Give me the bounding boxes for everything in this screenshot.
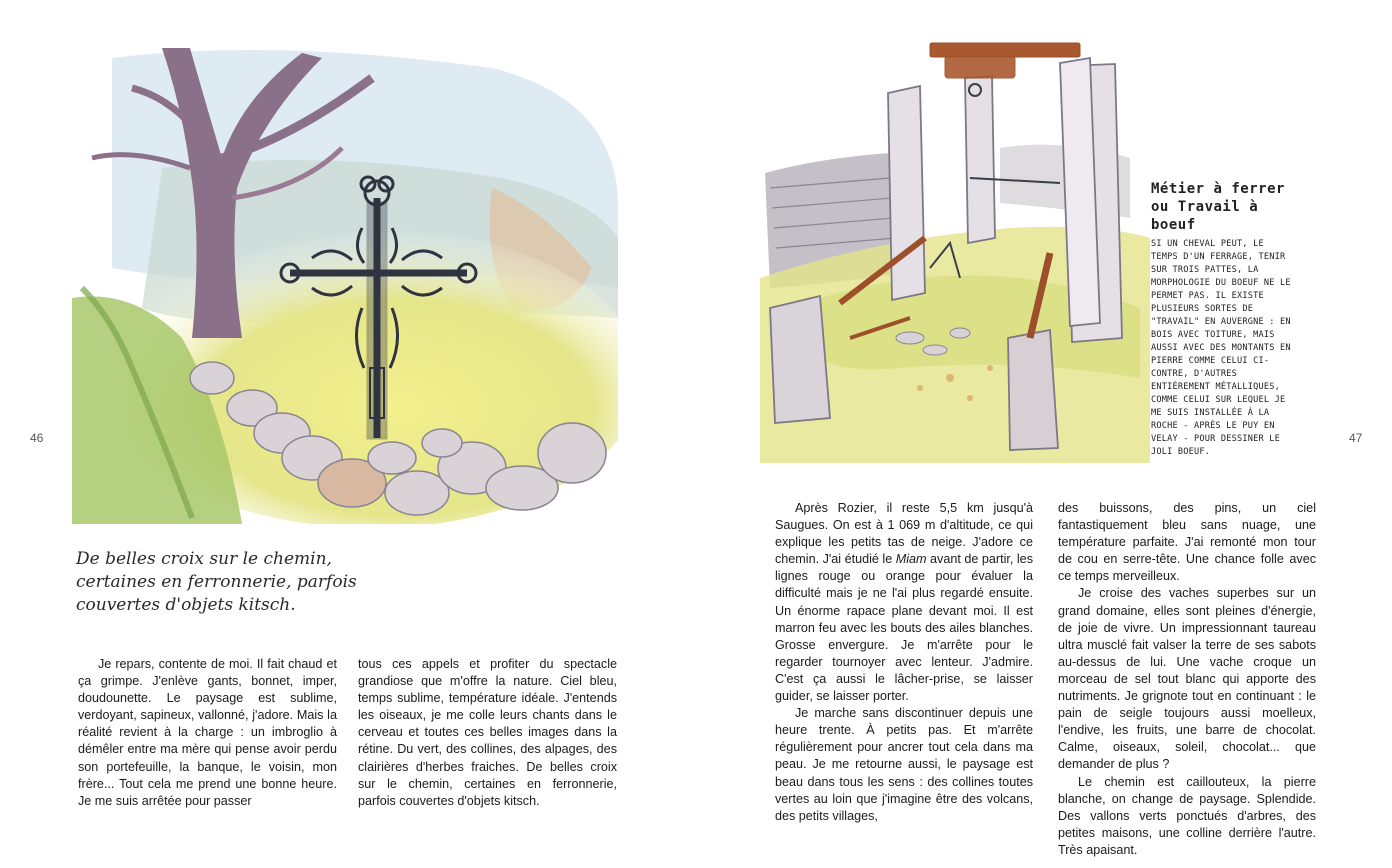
caption-line: couvertes d'objets kitsch. bbox=[76, 595, 296, 615]
paragraph: Le chemin est caillouteux, la pierre blanche, on change de paysage. Splendide. Des vallons verts ponctués d'arbres, des petites maisons, une colline derrière l'autre. Très apaisant. bbox=[1058, 774, 1316, 857]
paragraph: des buissons, des pins, un ciel fantastiquement bleu sans nuage, une température parfaite. J'ai remonté mon tour de cou en serre-tête. Une chance folle avec ce temps merveilleux. bbox=[1058, 501, 1316, 584]
paragraph-text: Après Rozier, il reste 5,5 km jusqu'à Saugues. On est à 1 069 m d'altitude, ce qui explique les petits tas de neige. J'adore ce chemin. J'ai étudié le bbox=[775, 501, 1033, 567]
illustration-caption bbox=[76, 548, 376, 617]
text-column-4 bbox=[1058, 500, 1316, 859]
paragraph: Je croise des vaches superbes sur un grand domaine, elles sont pleines d'énergie, de joie de vivre. Un impressionnant taureau ultra musclé fait valser la terre de ses sabots au-dessus de lui. Une vache croque un morceau de sel tout blanc qui apporte des nutriments. Je grignote tout en continuant : le pain de seigle toujours aussi moelleux, l'endive, les fruits, une barre de chocolat. Calme, oiseaux, soleil, chocolat... que demander de plus ? bbox=[1058, 586, 1316, 772]
guidebook-title: Miam bbox=[895, 552, 927, 567]
paragraph: tous ces appels et profiter du spectacle grandiose que m'offre la nature. Ciel bleu, temps sublime, température idéale. J'entends les oiseaux, je me colle leurs chants dans le cerveau et toutes ces belles images dans la rétine. Du vert, des collines, des alpages, des clairières d'herbes fraiches. De belles croix sur le chemin, certaines en ferronnerie, parfois couvertes d'objets kitsch. bbox=[358, 657, 617, 808]
paragraph bbox=[775, 500, 1033, 705]
text-column-2 bbox=[358, 656, 617, 810]
cross-watercolor-illustration bbox=[72, 38, 618, 524]
ox-shoeing-frame-watercolor-illustration bbox=[760, 38, 1150, 463]
paragraph-text: avant de partir, les lignes rouge ou orange pour évaluer la difficulté mais je ne l'ai plus regardé ensuite. Un énorme rapace plane devant moi. Il est marron feu avec les bouts des ailes blanches. Grosse envergure. Je m'arrête pour le regarder tournoyer avec lenteur. J'admire. C'est ça aussi le lâcher-prise, se laisser guider, se laisser porter. bbox=[775, 552, 1033, 704]
page-number-right: 47 bbox=[1349, 431, 1363, 445]
page-number-left: 46 bbox=[30, 431, 44, 445]
paragraph: Je repars, contente de moi. Il fait chaud et ça grimpe. J'enlève gants, bonnet, imper, doudounette. Le paysage est sublime, verdoyant, sapineux, vallonné, j'adore. Mais la réalité revient à la charge : un imbroglio à démêler entre ma mère qui pense avoir perdu son portefeuille, la banque, le voisin, mon frère... Tout cela me prend une bonne heure. Je me suis arrêtée pour passer bbox=[78, 657, 337, 808]
text-column-3 bbox=[775, 500, 1033, 825]
handwritten-note bbox=[1151, 180, 1291, 459]
paragraph: Je marche sans discontinuer depuis une heure trente. À petits pas. Et m'arrête régulièrement pour ancrer tout cela dans ma peau. Je me retourne aussi, le paysage est beau dans tous les sens : des collines toutes vertes au loin que j'imagine être des volcans, des petits villages, bbox=[775, 706, 1033, 823]
note-title: Métier à ferrer ou Travail à boeuf bbox=[1151, 181, 1285, 233]
caption-line: De belles croix sur le chemin, bbox=[76, 549, 332, 569]
caption-line: certaines en ferronnerie, parfois bbox=[76, 572, 357, 592]
note-body: SI UN CHEVAL PEUT, LE TEMPS D'UN FERRAGE, TENIR SUR TROIS PATTES, LA MORPHOLOGIE DU BOEUF NE LE PERMET PAS. IL EXISTE PLUSIEURS SORTES DE "TRAVAIL" EN AUVERGNE : EN BOIS AVEC TOITURE, MAIS AUSSI AVEC DES MONTANTS EN PIERRE COMME CELUI CI-CONTRE, D'AUTRES ENTIÈREMENT MÉTALLIQUES, COMME CELUI SUR LEQUEL JE ME SUIS INSTALLÉE À LA ROCHE - APRÈS LE PUY EN VELAY - POUR DESSINER LE JOLI BOEUF. bbox=[1151, 239, 1291, 457]
text-column-1 bbox=[78, 656, 337, 810]
